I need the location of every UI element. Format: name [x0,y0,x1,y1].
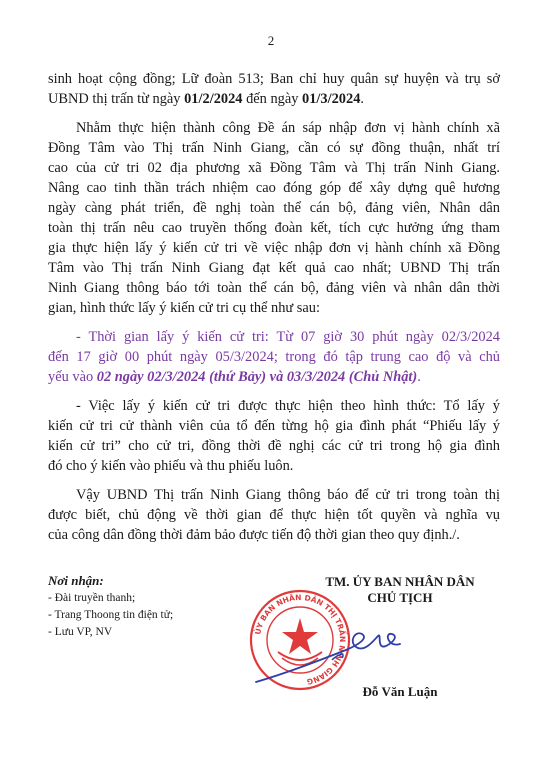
method-line: đó cho ý kiến vào phiếu và thu phiếu luôn. [48,458,294,474]
recipient-item: - Đài truyền thanh; [48,592,136,604]
time-line2: đến 17 giờ 00 phút ngày 05/3/2024; trong đó tập trung cao độ và chủ [48,349,500,365]
para1-line: ngày càng phát triển, đề nghị toàn thể cán bộ, đảng viên, Nhân dân [48,200,500,216]
recipient-item: - Trang Thoong tin điện tử; [48,609,174,621]
para0-line2-mid: đến ngày [242,91,303,107]
para1-line: cao của cử tri 02 địa phương xã Đồng Tâm và Thị trấn Ninh Giang. [48,160,500,176]
para1-line: Đồng Tâm vào Thị trấn Ninh Giang, cần có sự đồng thuận, nhất trí [48,140,500,156]
time-line3 [48,370,500,384]
signer-org: TM. ỦY BAN NHÂN DÂN [325,574,475,589]
para1-line: Nhằm thực hiện thành công Đề án sáp nhập đơn vị hành chính xã [76,120,500,136]
para0-line2-end: . [360,91,365,107]
para0-line2 [48,92,500,106]
signer-role: CHỦ TỊCH [367,590,433,605]
para1-line: gian, hình thức lấy ý kiến cử tri cụ thể như sau: [48,300,320,316]
para1-line: Tâm vào Thị trấn Ninh Giang đạt kết quả cao nhất; UBND Thị trấn [48,260,500,276]
handwritten-signature-icon [250,620,410,692]
para0-line2-pre: UBND thị trấn từ ngày [48,91,185,107]
recipients-title: Nơi nhận: [48,573,104,588]
method-line: kiến cử tri cử thành viên của tổ đến từng hộ gia đình phát “Phiếu lấy ý [48,418,500,434]
para0-line1: sinh hoạt cộng đồng; Lữ đoàn 513; Ban chỉ huy quân sự huyện và trụ sở [48,71,500,87]
page-number: 2 [267,33,275,48]
time-line3-pre: yếu vào [48,369,97,385]
method-line: kiến cử tri” cho cử tri, đồng thời đề nghị các cử tri trong hộ gia đình [48,438,500,454]
seal-text: ỦY BAN NHÂN DÂN THỊ TRẤN NINH GIANG [253,592,348,687]
recipient-item: - Lưu VP, NV [48,626,113,638]
closing-line: được biết, chủ động về thời gian để thực hiện tốt quyền và nghĩa vụ [48,507,500,523]
date-from: 01/2/2024 [184,91,243,107]
para1-line: gia thực hiện lấy ý kiến cử tri về việc nhập đơn vị hành chính xã Đồng [48,240,500,256]
time-line3-end: . [417,369,421,385]
date-to: 01/3/2024 [302,91,361,107]
time-line1: - Thời gian lấy ý kiến cử tri: Từ 07 giờ 30 phút ngày 02/3/2024 [76,329,500,345]
closing-line: Vậy UBND Thị trấn Ninh Giang thông báo để cử tri trong toàn thị [76,487,500,503]
para1-line: toàn thị trấn nêu cao truyền thống đoàn kết, tích cực hưởng ứng tham [48,220,500,236]
para1-line: Ninh Giang thông báo tới toàn thể cán bộ, đảng viên và nhân dân thời [48,280,500,296]
closing-line: của công dân đồng thời đảm bảo được tiến độ thời gian theo quy định./. [48,527,460,543]
para1-line: Nâng cao tinh thần trách nhiệm cao đóng góp để xây dựng quê hương [48,180,500,196]
time-emphasis: 02 ngày 02/3/2024 (thứ Bảy) và 03/3/2024 (Chủ Nhật) [96,369,418,385]
signer-name: Đỗ Văn Luận [362,684,438,699]
method-line: - Việc lấy ý kiến cử tri được thực hiện theo hình thức: Tổ lấy ý [76,398,500,414]
